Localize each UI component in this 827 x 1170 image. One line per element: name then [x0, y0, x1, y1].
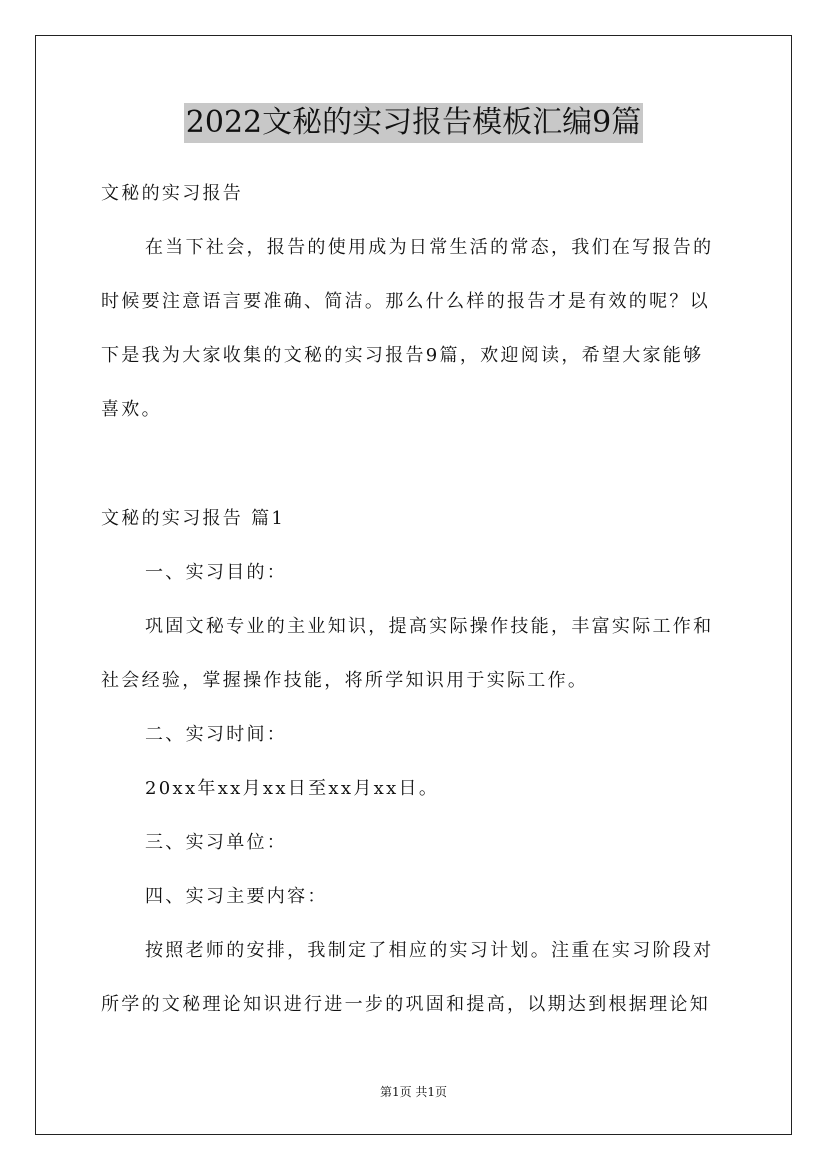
- page-footer: 第1页 共1页: [379, 1085, 448, 1099]
- paragraph-line: 所学的文秘理论知识进行进一步的巩固和提高，以期达到根据理论知: [101, 994, 710, 1015]
- paragraph-line: 在当下社会，报告的使用成为日常生活的常态，我们在写报告的: [145, 237, 714, 258]
- subheading-content: 四、实习主要内容：: [145, 886, 328, 907]
- paragraph-line: 喜欢。: [101, 399, 162, 420]
- paragraph-line: 按照老师的安排，我制定了相应的实习计划。注重在实习阶段对: [145, 940, 714, 961]
- section-heading: 文秘的实习报告: [101, 183, 244, 204]
- subheading-unit: 三、实习单位：: [145, 832, 288, 853]
- paragraph-line: 时候要注意语言要准确、简洁。那么什么样的报告才是有效的呢？以: [101, 291, 710, 312]
- title-container: [0, 103, 827, 143]
- paragraph-line: 巩固文秘专业的主业知识，提高实际操作技能，丰富实际工作和: [145, 616, 714, 637]
- paragraph-line: 社会经验，掌握操作技能，将所学知识用于实际工作。: [101, 670, 589, 691]
- report-heading: 文秘的实习报告 篇1: [101, 508, 286, 529]
- document-title: 2022文秘的实习报告模板汇编9篇: [184, 103, 643, 143]
- subheading-purpose: 一、实习目的：: [145, 562, 288, 583]
- paragraph-line: 20xx年xx月xx日至xx月xx日。: [145, 778, 440, 799]
- subheading-time: 二、实习时间：: [145, 724, 288, 745]
- paragraph-line: 下是我为大家收集的文秘的实习报告9篇，欢迎阅读，希望大家能够: [101, 345, 704, 366]
